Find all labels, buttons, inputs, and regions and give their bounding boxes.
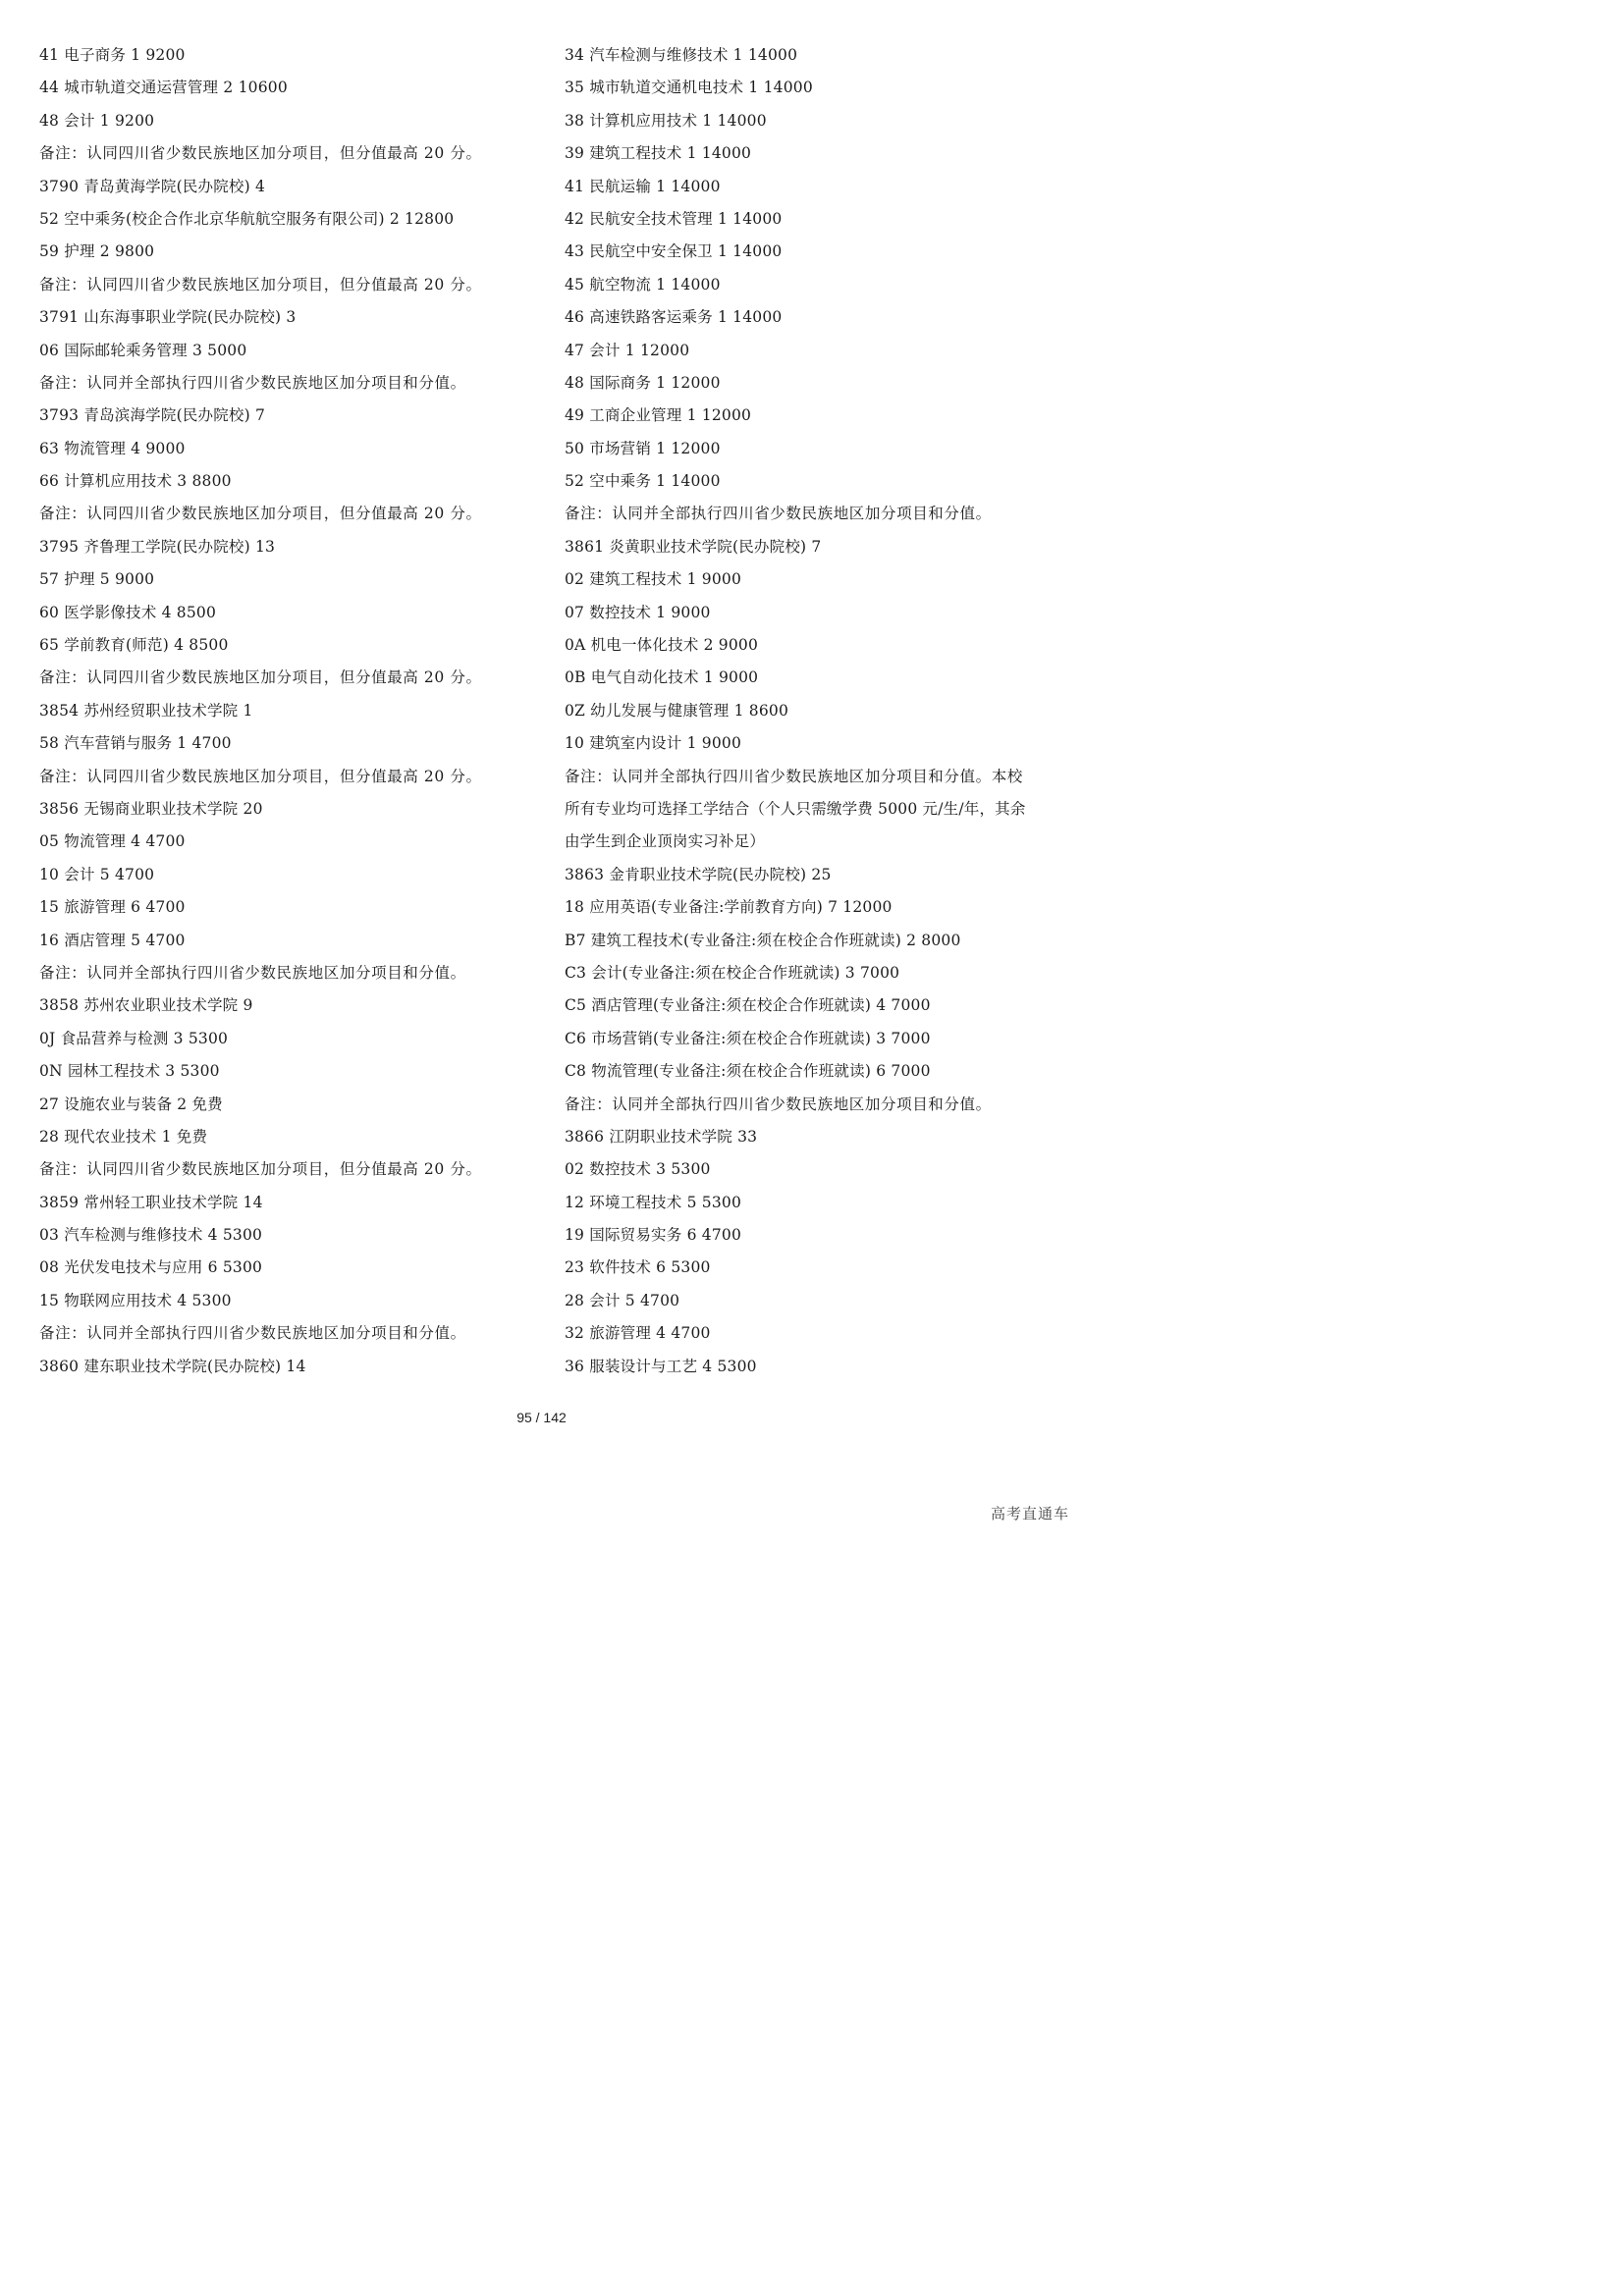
text-line: 3791 山东海事职业学院(民办院校) 3 xyxy=(39,308,297,327)
text-line: 备注：认同并全部执行四川省少数民族地区加分项目和分值。本校 xyxy=(565,767,1023,785)
right-column xyxy=(565,39,1060,1383)
text-line: 49 工商企业管理 1 12000 xyxy=(565,406,752,425)
text-line: 0J 食品营养与检测 3 5300 xyxy=(39,1029,229,1047)
text-line: 42 民航安全技术管理 1 14000 xyxy=(565,209,783,228)
text-line: 58 汽车营销与服务 1 4700 xyxy=(39,734,232,753)
text-line: 65 学前教育(师范) 4 8500 xyxy=(39,636,229,655)
text-line: 所有专业均可选择工学结合（个人只需缴学费 5000 元/生/年，其余 xyxy=(565,799,1026,818)
text-line: 47 会计 1 12000 xyxy=(565,341,690,359)
text-line: 15 旅游管理 6 4700 xyxy=(39,898,186,917)
text-line: 3866 江阴职业技术学院 33 xyxy=(565,1127,758,1146)
text-line: 52 空中乘务 1 14000 xyxy=(565,472,721,491)
text-line: 3856 无锡商业职业技术学院 20 xyxy=(39,799,263,818)
text-line: 34 汽车检测与维修技术 1 14000 xyxy=(565,46,798,64)
page-number: 95 / 142 xyxy=(516,1410,567,1425)
text-line: 3861 炎黄职业技术学院(民办院校) 7 xyxy=(565,537,822,556)
text-line: B7 建筑工程技术(专业备注:须在校企合作班就读) 2 8000 xyxy=(565,931,961,949)
text-line: 3795 齐鲁理工学院(民办院校) 13 xyxy=(39,537,276,556)
text-line: 16 酒店管理 5 4700 xyxy=(39,931,186,949)
text-line: 57 护理 5 9000 xyxy=(39,570,155,589)
text-line: 38 计算机应用技术 1 14000 xyxy=(565,111,767,130)
text-line: 15 物联网应用技术 4 5300 xyxy=(39,1291,232,1309)
text-line: 02 建筑工程技术 1 9000 xyxy=(565,570,742,589)
text-line: 0A 机电一体化技术 2 9000 xyxy=(565,636,759,655)
text-line: 41 民航运输 1 14000 xyxy=(565,177,721,195)
text-line: 3860 建东职业技术学院(民办院校) 14 xyxy=(39,1357,306,1375)
text-line: 备注：认同四川省少数民族地区加分项目，但分值最高 20 分。 xyxy=(39,668,482,687)
text-line: C3 会计(专业备注:须在校企合作班就读) 3 7000 xyxy=(565,963,900,982)
text-line: 备注：认同并全部执行四川省少数民族地区加分项目和分值。 xyxy=(39,963,466,982)
text-line: 备注：认同四川省少数民族地区加分项目，但分值最高 20 分。 xyxy=(39,275,482,294)
text-line: 05 物流管理 4 4700 xyxy=(39,832,186,851)
text-line: 0N 园林工程技术 3 5300 xyxy=(39,1062,220,1081)
text-line: C8 物流管理(专业备注:须在校企合作班就读) 6 7000 xyxy=(565,1062,931,1081)
text-line: 48 会计 1 9200 xyxy=(39,111,155,130)
text-line: 45 航空物流 1 14000 xyxy=(565,275,721,294)
text-line: 39 建筑工程技术 1 14000 xyxy=(565,144,752,163)
text-line: 50 市场营销 1 12000 xyxy=(565,439,721,457)
text-line: 32 旅游管理 4 4700 xyxy=(565,1324,711,1343)
text-line: 备注：认同四川省少数民族地区加分项目，但分值最高 20 分。 xyxy=(39,767,482,785)
text-line: 60 医学影像技术 4 8500 xyxy=(39,603,217,621)
text-line: 3859 常州轻工职业技术学院 14 xyxy=(39,1193,263,1211)
text-line: 59 护理 2 9800 xyxy=(39,242,155,261)
text-line: 43 民航空中安全保卫 1 14000 xyxy=(565,242,783,261)
text-line: 3854 苏州经贸职业技术学院 1 xyxy=(39,701,253,720)
text-line: C5 酒店管理(专业备注:须在校企合作班就读) 4 7000 xyxy=(565,996,931,1015)
text-line: 18 应用英语(专业备注:学前教育方向) 7 12000 xyxy=(565,898,893,917)
text-line: 10 建筑室内设计 1 9000 xyxy=(565,734,742,753)
text-line: 41 电子商务 1 9200 xyxy=(39,46,186,64)
text-line: 3793 青岛滨海学院(民办院校) 7 xyxy=(39,406,266,425)
text-line: 28 会计 5 4700 xyxy=(565,1291,680,1309)
text-line: 19 国际贸易实务 6 4700 xyxy=(565,1226,742,1245)
text-line: 08 光伏发电技术与应用 6 5300 xyxy=(39,1258,263,1277)
text-line: 备注：认同四川省少数民族地区加分项目，但分值最高 20 分。 xyxy=(39,1160,482,1179)
text-line: 23 软件技术 6 5300 xyxy=(565,1258,711,1277)
text-line: 12 环境工程技术 5 5300 xyxy=(565,1193,742,1211)
text-line: C6 市场营销(专业备注:须在校企合作班就读) 3 7000 xyxy=(565,1029,931,1047)
text-line: 备注：认同四川省少数民族地区加分项目，但分值最高 20 分。 xyxy=(39,144,482,163)
text-line: 3790 青岛黄海学院(民办院校) 4 xyxy=(39,177,266,195)
text-line: 07 数控技术 1 9000 xyxy=(565,603,711,621)
text-line: 35 城市轨道交通机电技术 1 14000 xyxy=(565,79,813,97)
text-line: 48 国际商务 1 12000 xyxy=(565,373,721,392)
text-line: 3858 苏州农业职业技术学院 9 xyxy=(39,996,253,1015)
text-line: 10 会计 5 4700 xyxy=(39,865,155,883)
text-line: 27 设施农业与装备 2 免费 xyxy=(39,1095,223,1113)
text-line: 备注：认同并全部执行四川省少数民族地区加分项目和分值。 xyxy=(565,1095,992,1113)
text-line: 备注：认同四川省少数民族地区加分项目，但分值最高 20 分。 xyxy=(39,505,482,523)
text-line: 63 物流管理 4 9000 xyxy=(39,439,186,457)
text-line: 52 空中乘务(校企合作北京华航航空服务有限公司) 2 12800 xyxy=(39,209,455,228)
watermark: 高考直通车 xyxy=(990,1505,1069,1522)
text-line: 02 数控技术 3 5300 xyxy=(565,1160,711,1179)
text-line: 备注：认同并全部执行四川省少数民族地区加分项目和分值。 xyxy=(39,1324,466,1343)
text-line: 备注：认同并全部执行四川省少数民族地区加分项目和分值。 xyxy=(565,505,992,523)
text-line: 3863 金肯职业技术学院(民办院校) 25 xyxy=(565,865,832,883)
text-line: 0Z 幼儿发展与健康管理 1 8600 xyxy=(565,701,789,720)
text-line: 03 汽车检测与维修技术 4 5300 xyxy=(39,1226,263,1245)
text-line: 46 高速铁路客运乘务 1 14000 xyxy=(565,308,783,327)
text-line: 由学生到企业顶岗实习补足） xyxy=(565,832,766,851)
text-line: 06 国际邮轮乘务管理 3 5000 xyxy=(39,341,247,359)
text-line: 44 城市轨道交通运营管理 2 10600 xyxy=(39,79,288,97)
text-line: 0B 电气自动化技术 1 9000 xyxy=(565,668,759,687)
text-line: 备注：认同并全部执行四川省少数民族地区加分项目和分值。 xyxy=(39,373,466,392)
left-column xyxy=(39,39,535,1383)
text-line: 66 计算机应用技术 3 8800 xyxy=(39,472,232,491)
text-line: 28 现代农业技术 1 免费 xyxy=(39,1127,208,1146)
text-line: 36 服装设计与工艺 4 5300 xyxy=(565,1357,757,1375)
